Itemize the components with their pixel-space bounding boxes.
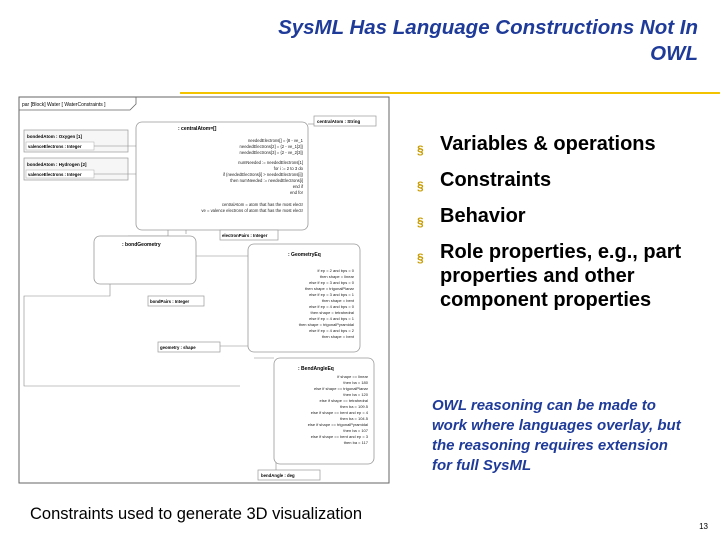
svg-text:else if shape == trigonalPlana: else if shape == trigonalPlanar xyxy=(313,386,368,391)
svg-text:else if ep = 3 and bps = 1: else if ep = 3 and bps = 1 xyxy=(309,292,354,297)
diagram-caption: Constraints used to generate 3D visualization xyxy=(30,505,363,523)
svg-text:else if ep = 4 and bps = 0: else if ep = 4 and bps = 0 xyxy=(309,304,354,309)
svg-text:bendAngle : deg: bendAngle : deg xyxy=(261,473,295,478)
svg-text:then shape = trigonalPyramidal: then shape = trigonalPyramidal xyxy=(298,322,354,327)
bullet-item: § Behavior xyxy=(417,204,717,228)
svg-text:: centralAtom=[]: : centralAtom=[] xyxy=(178,126,217,132)
svg-text:centralAtom = atom that has th: centralAtom = atom that has the most electr xyxy=(221,202,303,207)
svg-text:else if ep = 4 and bps = 2: else if ep = 4 and bps = 2 xyxy=(309,328,354,333)
svg-text:bondedAtom : Hydrogen [2]: bondedAtom : Hydrogen [2] xyxy=(27,162,87,167)
svg-text:valenceElectrons : Integer: valenceElectrons : Integer xyxy=(28,172,82,177)
owl-reasoning-note: OWL reasoning can be made to work where languages overlay, but the reasoning requires extension for full SysML xyxy=(432,397,681,474)
bullet-list xyxy=(417,132,717,324)
svg-text:electronPairs : Integer: electronPairs : Integer xyxy=(222,233,268,238)
svg-text:if shape == linear: if shape == linear xyxy=(337,374,368,379)
svg-text:then ba = 104.5: then ba = 104.5 xyxy=(340,416,368,421)
frame-label: par [Block] Water [ WaterConstraints ] xyxy=(22,102,106,108)
svg-text:else if shape == bent and ep =: else if shape == bent and ep = 3 xyxy=(310,434,368,439)
svg-text:neededElectrons[3] = {2 - ve_2: neededElectrons[3] = {2 - ve_2[3]} xyxy=(239,150,303,155)
svg-text:else if shape == tetrahedral: else if shape == tetrahedral xyxy=(319,398,368,403)
svg-text:geometry : shape: geometry : shape xyxy=(160,345,196,350)
title-divider xyxy=(180,92,720,94)
svg-text:for i := 2 to 3 do: for i := 2 to 3 do xyxy=(273,166,303,171)
svg-text:end for: end for xyxy=(289,190,303,195)
svg-text:: bondGeometry: : bondGeometry xyxy=(122,242,161,248)
svg-text:ve = valence electrons of atom: ve = valence electrons of atom that has the most electr xyxy=(201,208,303,213)
svg-text:neededElectrons[2] = {2 - ve_1: neededElectrons[2] = {2 - ve_1[2]} xyxy=(239,144,303,149)
bullet-item: § Constraints xyxy=(417,168,717,192)
svg-text:else if shape == trigonalPyram: else if shape == trigonalPyramidal xyxy=(307,422,368,427)
svg-text:: BendAngleEq: : BendAngleEq xyxy=(298,366,334,372)
svg-text:then numNeeded := neededElectr: then numNeeded := neededElectrons[i] xyxy=(230,178,303,183)
parametric-diagram xyxy=(18,96,392,486)
svg-text:else if ep = 3 and bps = 0: else if ep = 3 and bps = 0 xyxy=(309,280,354,285)
bullet-marker-icon: § xyxy=(417,251,424,265)
svg-text:valenceElectrons : Integer: valenceElectrons : Integer xyxy=(28,144,82,149)
svg-text:then ba = 109.5: then ba = 109.5 xyxy=(340,404,368,409)
slide-title-line1: SysML Has Language Constructions Not In xyxy=(278,16,698,39)
bullet-marker-icon: § xyxy=(417,143,424,157)
svg-text:then shape = linear: then shape = linear xyxy=(319,274,354,279)
svg-text:end if: end if xyxy=(292,184,303,189)
bullet-marker-icon: § xyxy=(417,179,424,193)
slide-title-line2: OWL xyxy=(650,42,698,65)
page-number: 13 xyxy=(699,522,708,531)
slide-title xyxy=(138,15,698,67)
svg-text:then shape = trigonalPlanar: then shape = trigonalPlanar xyxy=(304,286,354,291)
bullet-item: § Variables & operations xyxy=(417,132,717,156)
bullet-marker-icon: § xyxy=(417,215,424,229)
svg-text:else if ep = 4 and bps = 1: else if ep = 4 and bps = 1 xyxy=(309,316,354,321)
svg-text:bondedAtom : Oxygen [1]: bondedAtom : Oxygen [1] xyxy=(27,134,82,139)
bullet-item: § Role properties, e.g., part properties and other component properties xyxy=(417,241,682,311)
svg-text:else if shape == bent and ep =: else if shape == bent and ep = 4 xyxy=(310,410,368,415)
svg-text:then ba = 117: then ba = 117 xyxy=(343,440,368,445)
svg-text:then shape = bent: then shape = bent xyxy=(321,334,354,339)
svg-text:: GeometryEq: : GeometryEq xyxy=(288,252,321,258)
svg-text:if ep = 2 and bps = 0: if ep = 2 and bps = 0 xyxy=(317,268,354,273)
svg-text:if (neededElectrons[i] > neede: if (neededElectrons[i] > neededElectrons[i]) xyxy=(222,172,303,177)
svg-text:then shape = bent: then shape = bent xyxy=(321,298,354,303)
svg-text:neededElectrons[] = {8 - ve_1: neededElectrons[] = {8 - ve_1 xyxy=(247,138,303,143)
svg-text:then shape = tetrahedral: then shape = tetrahedral xyxy=(310,310,354,315)
svg-text:then ba = 120: then ba = 120 xyxy=(343,392,368,397)
svg-text:centralAtom : String: centralAtom : String xyxy=(317,119,361,124)
svg-text:then ba = 107: then ba = 107 xyxy=(343,428,368,433)
svg-text:numNeeded := neededElectrons[1: numNeeded := neededElectrons[1] xyxy=(238,160,303,165)
svg-text:then ba = 180: then ba = 180 xyxy=(343,380,368,385)
svg-text:bondPairs : Integer: bondPairs : Integer xyxy=(150,299,190,304)
